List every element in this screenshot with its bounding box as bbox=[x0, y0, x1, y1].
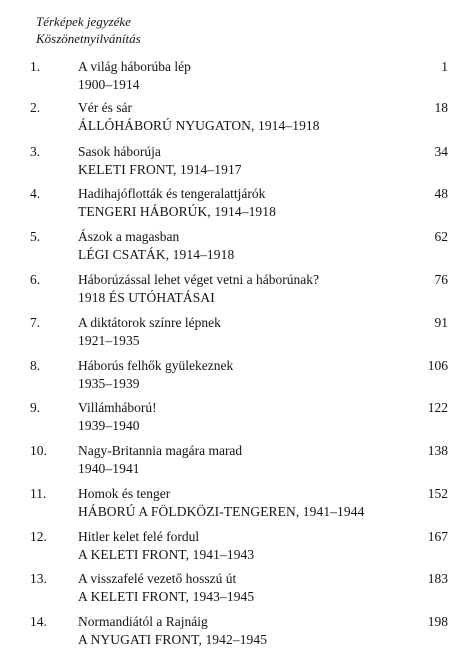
chapter-number: 9. bbox=[30, 400, 41, 415]
chapter-number: 3. bbox=[30, 144, 41, 159]
page-number: 138 bbox=[427, 443, 448, 458]
chapter-subtitle: A NYUGATI FRONT, 1942–1945 bbox=[78, 631, 268, 647]
chapter-number: 7. bbox=[30, 315, 41, 330]
chapter-number: 1. bbox=[30, 59, 41, 74]
chapter-title: Ászok a magasban bbox=[78, 229, 180, 244]
page-number: 106 bbox=[427, 358, 448, 373]
chapter-title: Homok és tenger bbox=[78, 486, 171, 501]
chapter-number: 6. bbox=[30, 272, 41, 287]
chapter-number: 10. bbox=[30, 443, 47, 458]
page-number: 183 bbox=[427, 571, 448, 586]
chapter-subtitle: HÁBORÚ A FÖLDKÖZI-TENGEREN, 1941–1944 bbox=[78, 503, 365, 519]
page-number: 167 bbox=[427, 529, 448, 544]
page-number: 18 bbox=[434, 100, 448, 115]
page-number: 152 bbox=[427, 486, 448, 501]
chapter-title: Villámháború! bbox=[78, 400, 157, 415]
chapter-number: 5. bbox=[30, 229, 41, 244]
chapter-subtitle: KELETI FRONT, 1914–1917 bbox=[78, 161, 242, 177]
chapter-title: Vér és sár bbox=[78, 100, 132, 115]
chapter-subtitle: 1939–1940 bbox=[78, 417, 140, 433]
chapter-title: Háborúzással lehet véget vetni a háborúnak? bbox=[78, 272, 320, 287]
chapter-number: 14. bbox=[30, 614, 47, 629]
page-number: 34 bbox=[434, 144, 448, 159]
page-number: 76 bbox=[434, 272, 448, 287]
chapter-number: 2. bbox=[30, 100, 41, 115]
page-number: 1 bbox=[441, 59, 448, 74]
chapter-title: Normandiától a Rajnáig bbox=[78, 614, 208, 629]
chapter-title: Hadihajóflották és tengeralattjárók bbox=[78, 186, 266, 201]
chapter-number: 12. bbox=[30, 529, 47, 544]
chapter-number: 13. bbox=[30, 571, 47, 586]
page-number: 48 bbox=[434, 186, 448, 201]
chapter-title: Háborús felhők gyülekeznek bbox=[78, 358, 234, 373]
chapter-subtitle: 1935–1939 bbox=[78, 375, 140, 391]
chapter-title: Nagy-Britannia magára marad bbox=[78, 443, 243, 458]
page-number: 91 bbox=[434, 315, 448, 330]
chapter-number: 11. bbox=[30, 486, 47, 501]
acknowledgements: Köszönetnyilvánítás bbox=[36, 31, 141, 46]
front-matter bbox=[36, 13, 141, 47]
page-number: 198 bbox=[427, 614, 448, 629]
chapter-subtitle: A KELETI FRONT, 1941–1943 bbox=[78, 546, 255, 562]
page-number: 122 bbox=[427, 400, 448, 415]
chapter-number: 4. bbox=[30, 186, 41, 201]
chapter-subtitle: LÉGI CSATÁK, 1914–1918 bbox=[78, 246, 235, 262]
chapter-subtitle: 1921–1935 bbox=[78, 332, 140, 348]
chapter-title: A világ háborúba lép bbox=[78, 59, 191, 74]
chapter-subtitle: 1918 ÉS UTÓHATÁSAI bbox=[78, 289, 215, 305]
chapter-subtitle: 1940–1941 bbox=[78, 460, 140, 476]
chapter-subtitle: 1900–1914 bbox=[78, 76, 140, 92]
chapter-subtitle: TENGERI HÁBORÚK, 1914–1918 bbox=[78, 203, 276, 219]
chapter-number: 8. bbox=[30, 358, 41, 373]
chapter-title: Hitler kelet felé fordul bbox=[78, 529, 200, 544]
chapter-title: A visszafelé vezető hosszú út bbox=[78, 571, 237, 586]
list-of-maps: Térképek jegyzéke bbox=[36, 14, 131, 29]
chapter-subtitle: A KELETI FRONT, 1943–1945 bbox=[78, 588, 255, 604]
page-number: 62 bbox=[434, 229, 448, 244]
chapter-title: A diktátorok színre lépnek bbox=[78, 315, 221, 330]
chapter-subtitle: ÁLLÓHÁBORÚ NYUGATON, 1914–1918 bbox=[78, 117, 320, 133]
chapter-title: Sasok háborúja bbox=[78, 144, 161, 159]
